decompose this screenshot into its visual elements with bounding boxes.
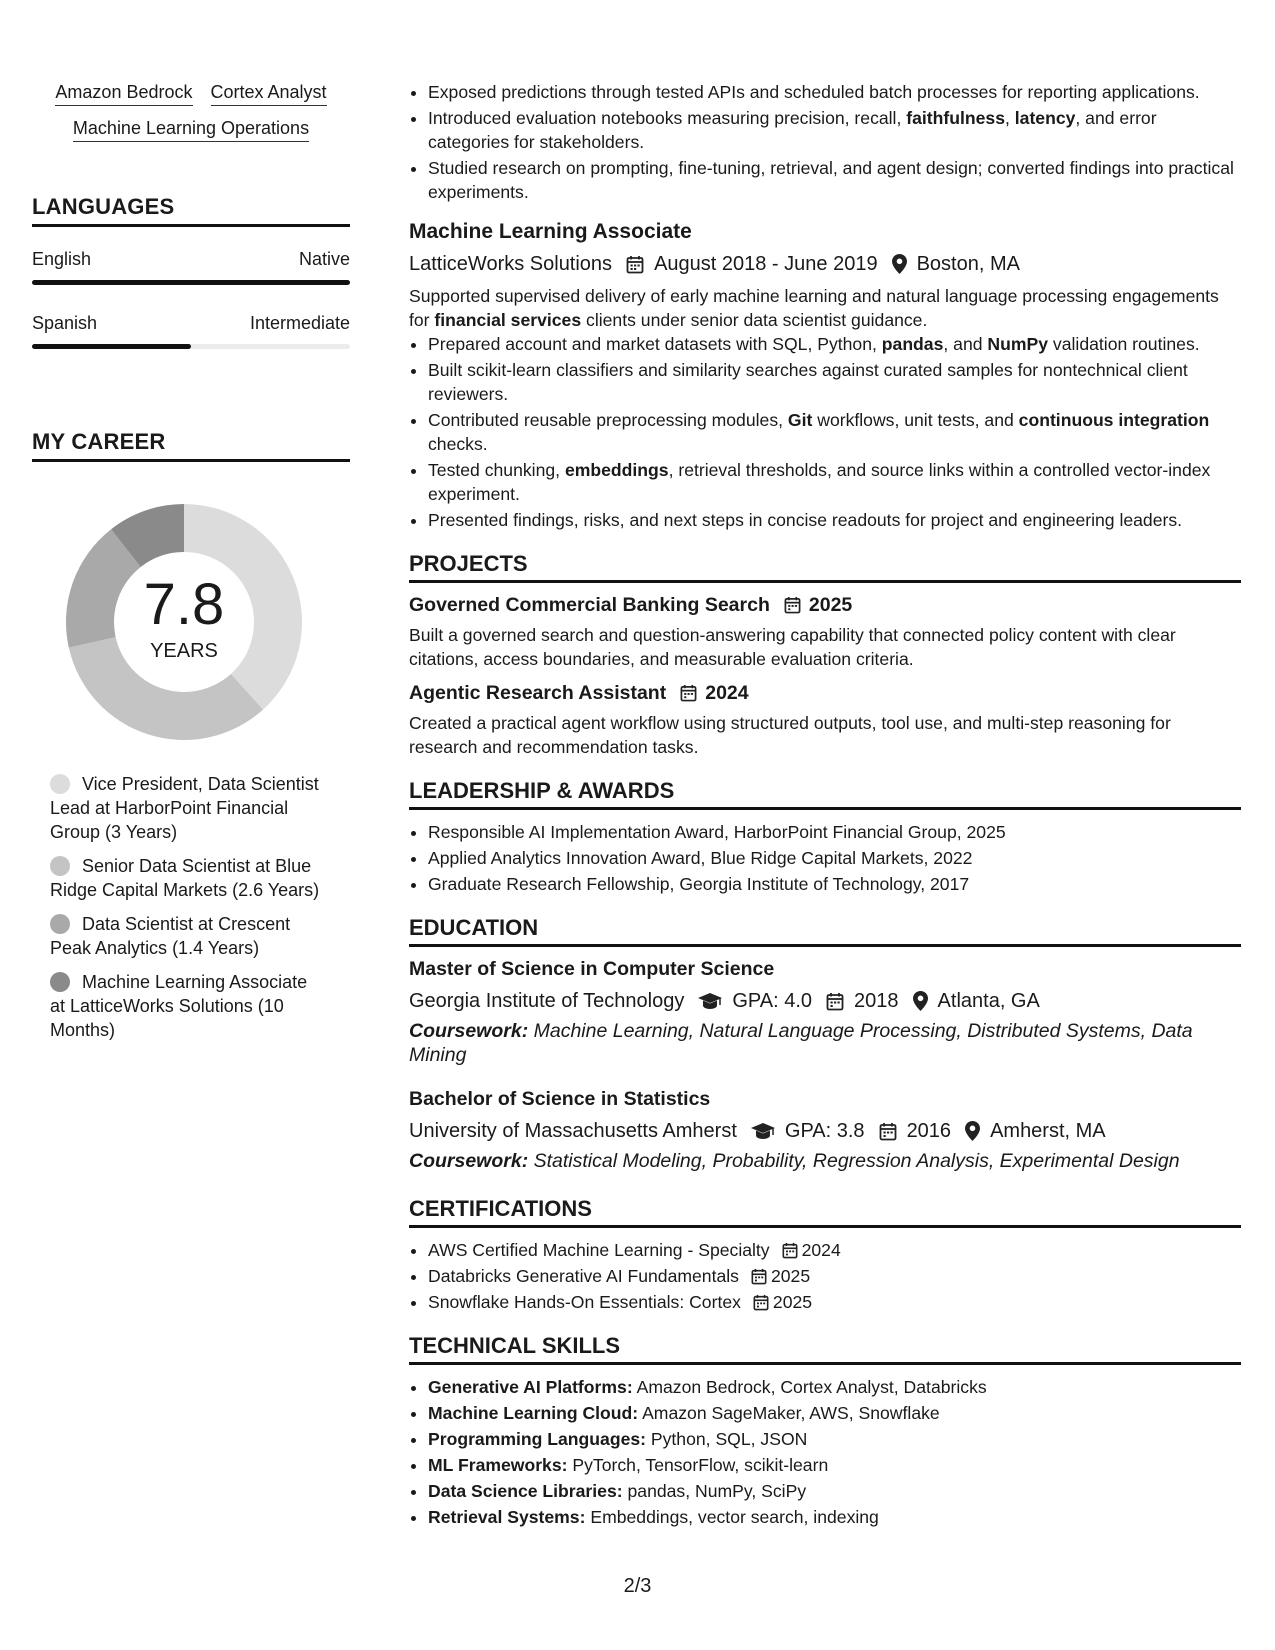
projects-heading: PROJECTS [409,552,1241,583]
school-name: Georgia Institute of Technology [409,990,685,1012]
skill-item [428,1479,1241,1503]
bullet-item: • Prepared account and market datasets with SQL, Python, pandas, and NumPy validation routines. [428,332,1241,356]
skill-item [428,1427,1241,1451]
project-year: 2025 [808,594,853,616]
career-legend-item [50,912,320,960]
map-pin-icon [913,991,928,1011]
education-item [409,1087,1241,1173]
award-item: • Applied Analytics Innovation Award, Blue Ridge Capital Markets, 2022 [428,846,1241,870]
skill-category: Data Science Libraries: [428,1481,623,1501]
calendar-icon [879,1122,897,1141]
project-title: Agentic Research Assistant [409,682,667,704]
skill-item [428,1401,1241,1425]
skill-values: pandas, NumPy, SciPy [622,1481,807,1501]
main-content [409,80,1241,1531]
coursework [409,1019,1241,1067]
skill-values: Amazon SageMaker, AWS, Snowflake [638,1403,940,1423]
language-proficiency-fill [32,280,350,285]
career-donut-chart [54,492,314,752]
page-number: 2/3 [623,1575,652,1597]
certification-name: • Snowflake Hands-On Essentials: Cortex [428,1292,741,1312]
education-heading: EDUCATION [409,916,1241,947]
certification-year: 2025 [772,1292,813,1312]
calendar-icon [751,1268,767,1285]
skill-values: Amazon Bedrock, Cortex Analyst, Databricks [632,1377,987,1397]
previous-job-bullets [409,80,1241,204]
skill-tag: Amazon Bedrock [55,82,192,106]
project-item [409,593,1241,671]
bullet-item: • Tested chunking, embeddings, retrieval thresholds, and source links within a controlled vector-index experiment. [428,458,1241,506]
coursework-list: Statistical Modeling, Probability, Regression Analysis, Experimental Design [528,1150,1180,1172]
skill-tags [32,82,350,142]
language-name: Spanish [32,313,98,333]
legend-dot [50,774,70,794]
language-item [32,249,350,285]
map-pin-icon [892,254,907,274]
bullet-item: • Studied research on prompting, fine-tuning, retrieval, and agent design; converted findings into practical experiments. [428,156,1241,204]
certification-item [428,1290,1241,1314]
job-bullets [409,332,1241,532]
certification-item [428,1264,1241,1288]
language-name: English [32,249,92,269]
skills-heading: TECHNICAL SKILLS [409,1334,1241,1365]
project-description: Created a practical agent workflow using structured outputs, tool use, and multi-step reasoning for research and recommendation tasks. [409,713,1171,757]
map-pin-icon [965,1121,980,1141]
award-item: • Graduate Research Fellowship, Georgia Institute of Technology, 2017 [428,872,1241,896]
skill-tag: Machine Learning Operations [73,118,309,142]
graduation-cap-icon [751,1123,775,1140]
coursework [409,1149,1241,1173]
calendar-icon [680,684,697,702]
certification-name: • AWS Certified Machine Learning - Specialty [428,1240,770,1260]
calendar-icon [782,1242,798,1259]
skill-category: ML Frameworks: [428,1455,568,1475]
job-meta [409,252,1241,276]
legend-label: Vice President, Data Scientist Lead at HarborPoint Financial Group (3 Years) [50,774,319,842]
skills-list [409,1375,1241,1529]
degree-title: Master of Science in Computer Science [409,958,775,980]
language-level: Intermediate [249,313,350,333]
career-heading: MY CAREER [32,429,350,462]
degree-title: Bachelor of Science in Statistics [409,1088,711,1110]
award-item: • Responsible AI Implementation Award, HarborPoint Financial Group, 2025 [428,820,1241,844]
career-legend [50,772,320,1042]
graduation-year: 2016 [906,1120,952,1142]
skill-item [428,1453,1241,1477]
legend-label: Data Scientist at Crescent Peak Analytics (1.4 Years) [50,914,291,958]
certification-name: • Databricks Generative AI Fundamentals [428,1266,739,1286]
legend-dot [50,972,70,992]
calendar-icon [784,596,801,614]
skill-category: Programming Languages: [428,1429,646,1449]
graduation-cap-icon [698,993,722,1010]
skill-values: PyTorch, TensorFlow, scikit-learn [567,1455,829,1475]
company-name: LatticeWorks Solutions [409,253,613,275]
certification-year: 2024 [801,1240,841,1260]
language-item [32,313,350,349]
calendar-icon [826,992,844,1011]
coursework-label: Coursework: [409,1020,529,1042]
coursework-list: Machine Learning, Natural Language Processing, Distributed Systems, Data Mining [409,1020,1193,1066]
calendar-icon [626,255,644,274]
certifications-list [409,1238,1241,1314]
skill-category: Generative AI Platforms: [428,1377,633,1397]
skill-values: Python, SQL, JSON [646,1429,808,1449]
legend-label: Machine Learning Associate at LatticeWorks Solutions (10 Months) [50,972,308,1040]
languages-heading: LANGUAGES [32,194,350,227]
language-proficiency-fill [32,344,191,349]
project-year: 2024 [705,682,749,704]
gpa: GPA: 3.8 [784,1120,865,1142]
career-total-unit: YEARS [150,640,218,662]
coursework-label: Coursework: [409,1150,529,1172]
awards-list [409,820,1241,896]
legend-dot [50,914,70,934]
education-meta [409,989,1241,1013]
sidebar [32,82,350,1052]
calendar-icon [753,1294,769,1311]
job-summary: Supported supervised delivery of early machine learning and natural language processing engagements for financial services clients under senior data scientist guidance. [409,286,1219,330]
legend-dot [50,856,70,876]
career-legend-item [50,970,320,1042]
legend-label: Senior Data Scientist at Blue Ridge Capital Markets (2.6 Years) [50,856,320,900]
skill-values: Embeddings, vector search, indexing [585,1507,879,1527]
school-location: Atlanta, GA [937,990,1040,1012]
certification-year: 2025 [770,1266,811,1286]
skill-item [428,1505,1241,1529]
gpa: GPA: 4.0 [732,990,813,1012]
career-legend-item [50,772,320,844]
education-item [409,957,1241,1067]
bullet-item: • Exposed predictions through tested APIs and scheduled batch processes for reporting applications. [428,80,1241,104]
bullet-item: • Contributed reusable preprocessing modules, Git workflows, unit tests, and continuous integration checks. [428,408,1241,456]
graduation-year: 2018 [854,990,899,1012]
job-dates: August 2018 - June 2019 [654,253,878,275]
project-title: Governed Commercial Banking Search [409,594,770,616]
skill-item [428,1375,1241,1399]
certification-item [428,1238,1241,1262]
skill-category: Machine Learning Cloud: [428,1403,639,1423]
bullet-item: • Presented findings, risks, and next steps in concise readouts for project and engineering leaders. [428,508,1241,532]
project-item [409,681,1241,759]
education-meta [409,1119,1241,1143]
certifications-heading: CERTIFICATIONS [409,1197,1241,1228]
school-location: Amherst, MA [990,1120,1106,1142]
career-legend-item [50,854,320,902]
project-description: Built a governed search and question-answering capability that connected policy content with clear citations, access boundaries, and measurable evaluation criteria. [409,625,1176,669]
skill-tag: Cortex Analyst [211,82,327,106]
language-level: Native [298,249,350,269]
language-proficiency-bar [32,344,350,349]
school-name: University of Massachusetts Amherst [409,1120,737,1142]
awards-heading: LEADERSHIP & AWARDS [409,779,1241,810]
skill-category: Retrieval Systems: [428,1507,586,1527]
bullet-item: • Built scikit-learn classifiers and similarity searches against curated samples for nontechnical client reviewers. [428,358,1241,406]
bullet-item: • Introduced evaluation notebooks measuring precision, recall, faithfulness, latency, and error categories for stakeholders. [428,106,1241,154]
job-title: Machine Learning Associate [409,220,692,243]
language-proficiency-bar [32,280,350,285]
job-location: Boston, MA [916,253,1020,275]
career-total-years: 7.8 [143,572,225,637]
